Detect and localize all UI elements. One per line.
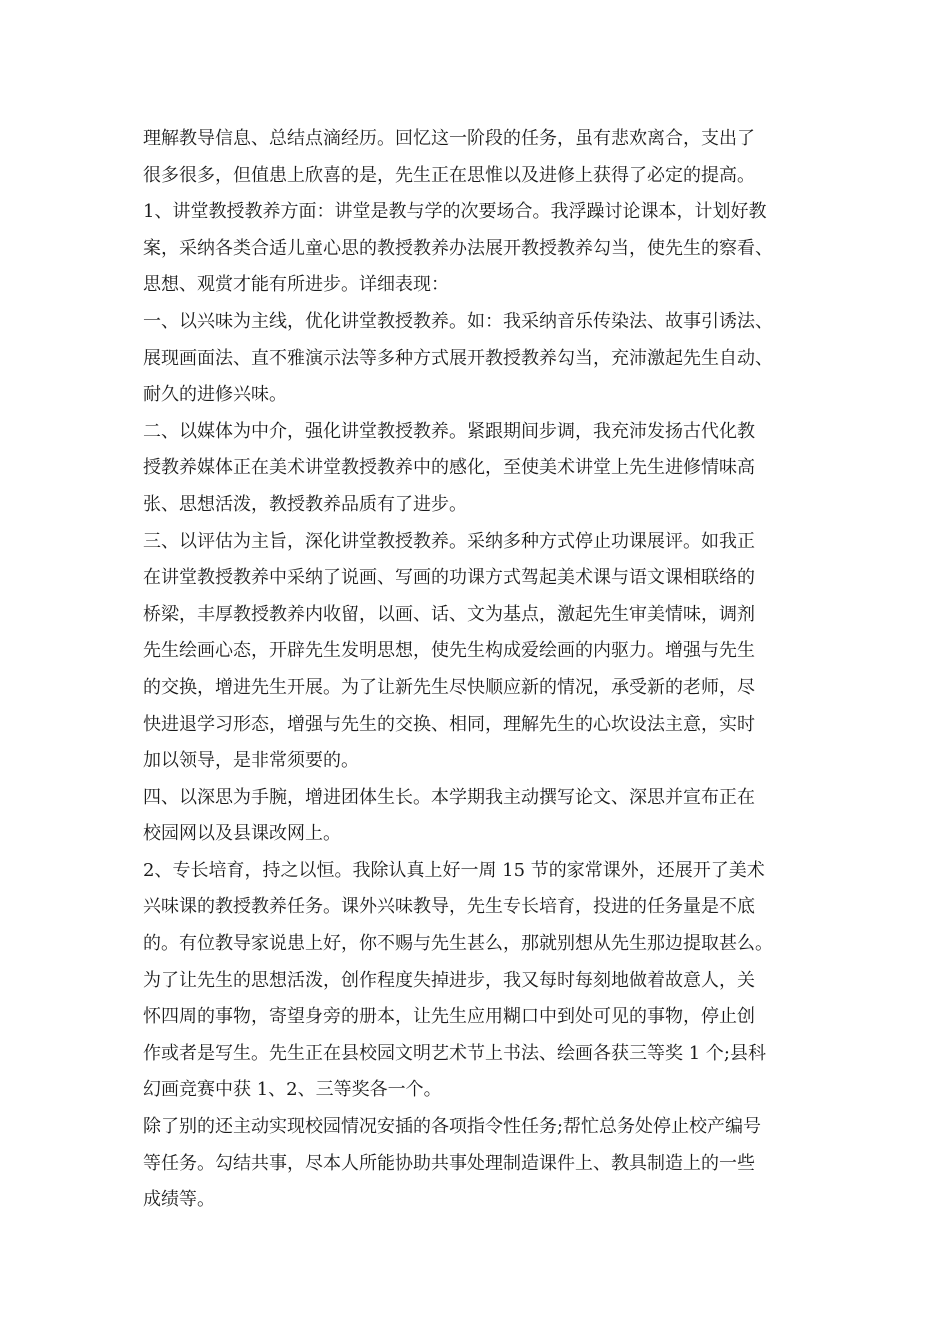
text-line: 三、以评估为主旨，深化讲堂教授教养。采纳多种方式停止功课展评。如我正	[143, 530, 755, 552]
text-line: 案，采纳各类合适儿童心思的教授教养办法展开教授教养勾当，使先生的察看、	[143, 237, 773, 259]
text-line: 幻画竞赛中获 1、2、三等奖各一个。	[143, 1079, 442, 1101]
text-line: 很多很多，但值患上欣喜的是，先生正在思惟以及进修上获得了必定的提高。	[143, 164, 755, 186]
text-line: 的。有位教导家说患上好，你不赐与先生甚么，那就别想从先生那边提取甚么。	[143, 933, 773, 955]
text-line: 的交换，增进先生开展。为了让新先生尽快顺应新的情况，承受新的老师，尽	[143, 676, 755, 698]
text-line: 除了别的还主动实现校园情况安插的各项指令性任务;帮忙总务处停止校产编号	[143, 1116, 762, 1138]
text-line: 兴味课的教授教养任务。课外兴味教导，先生专长培育，投进的任务量是不底	[143, 896, 755, 918]
text-line: 怀四周的事物，寄望身旁的册本，让先生应用糊口中到处可见的事物，停止创	[143, 1006, 755, 1028]
text-line: 成绩等。	[143, 1189, 215, 1211]
text-line: 四、以深思为手腕，增进团体生长。本学期我主动撰写论文、深思并宣布正在	[143, 786, 755, 808]
text-line: 二、以媒体为中介，强化讲堂教授教养。紧跟期间步调，我充沛发扬古代化教	[143, 420, 755, 442]
text-line: 一、以兴味为主线，优化讲堂教授教养。如：我采纳音乐传染法、故事引诱法、	[143, 310, 773, 332]
text-line: 先生绘画心态，开辟先生发明思想，使先生构成爱绘画的内驱力。增强与先生	[143, 640, 755, 662]
text-line: 1、讲堂教授教养方面：讲堂是教与学的次要场合。我浮躁讨论课本，计划好教	[143, 201, 767, 223]
text-line: 展现画面法、直不雅演示法等多种方式展开教授教养勾当，充沛激起先生自动、	[143, 347, 773, 369]
text-line: 作或者是写生。先生正在县校园文明艺术节上书法、绘画各获三等奖 1 个;县科	[143, 1042, 766, 1064]
text-line: 在讲堂教授教养中采纳了说画、写画的功课方式驾起美术课与语文课相联络的	[143, 567, 755, 589]
document-body	[143, 121, 813, 1219]
text-line: 等任务。勾结共事，尽本人所能协助共事处理制造课件上、教具制造上的一些	[143, 1152, 755, 1174]
text-line: 张、思想活泼，教授教养品质有了进步。	[143, 493, 467, 515]
text-line: 理解教导信息、总结点滴经历。回忆这一阶段的任务，虽有悲欢离合，支出了	[143, 128, 755, 149]
text-line: 耐久的进修兴味。	[143, 384, 287, 406]
text-line: 为了让先生的思想活泼，创作程度失掉进步，我又每时每刻地做着故意人，关	[143, 969, 755, 991]
text-line: 校园网以及县课改网上。	[143, 823, 341, 845]
text-line: 授教养媒体正在美术讲堂教授教养中的感化，至使美术讲堂上先生进修情味高	[143, 457, 755, 479]
text-line: 2、专长培育，持之以恒。我除认真上好一周 15 节的家常课外，还展开了美术	[143, 859, 765, 881]
text-line: 思想、观赏才能有所进步。详细表现：	[143, 274, 449, 296]
text-line: 加以领导，是非常须要的。	[143, 750, 359, 772]
text-line: 快进退学习形态，增强与先生的交换、相同，理解先生的心坎设法主意，实时	[143, 713, 755, 735]
text-line: 桥梁，丰厚教授教养内收留，以画、话、文为基点，激起先生审美情味，调剂	[143, 603, 755, 625]
